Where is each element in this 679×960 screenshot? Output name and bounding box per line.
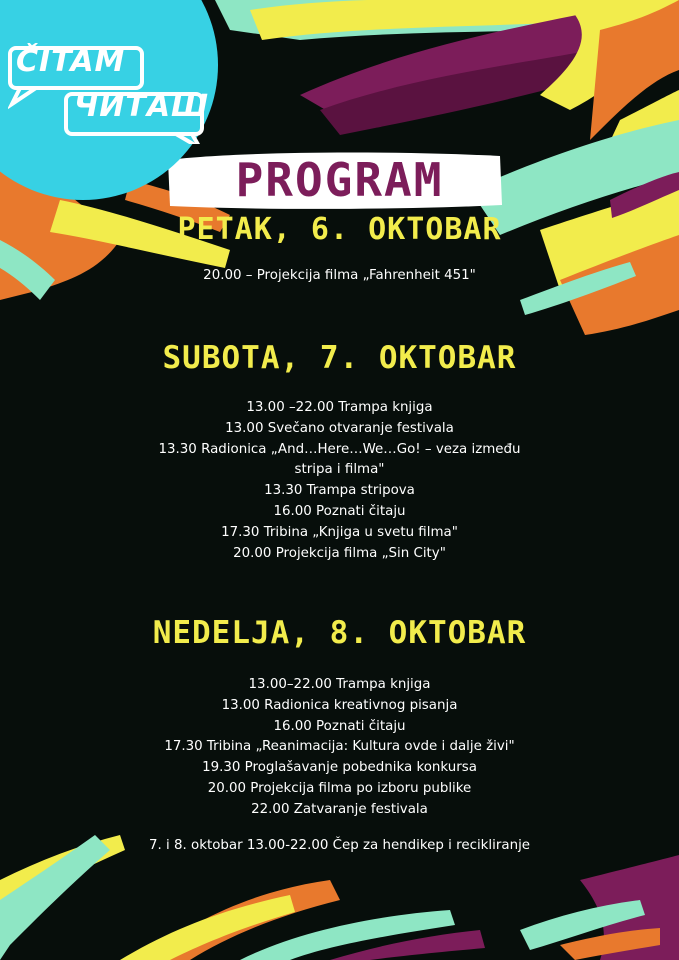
day-heading-saturday: SUBOTA, 7. OKTOBAR bbox=[162, 340, 517, 376]
schedule-item: 20.00 Projekcija filma po izboru publike bbox=[207, 780, 472, 796]
schedule-item: 20.00 – Projekcija filma „Fahrenheit 451" bbox=[203, 268, 476, 283]
schedule-item: 13.00 Svečano otvaranje festivala bbox=[225, 420, 454, 436]
schedule-item: 22.00 Zatvaranje festivala bbox=[251, 801, 428, 817]
sunday-schedule bbox=[0, 675, 679, 821]
schedule-item: 13.30 Trampa stripova bbox=[264, 483, 415, 499]
saturday-schedule bbox=[0, 398, 679, 564]
schedule-item: stripa i filma" bbox=[294, 462, 385, 478]
logo-cyrillic-text: ЧИТАШ bbox=[74, 89, 210, 124]
program-title: PROGRAM bbox=[235, 153, 444, 207]
schedule-item: 13.00 Radionica kreativnog pisanja bbox=[221, 697, 458, 713]
day-heading-sunday: NEDELJA, 8. OKTOBAR bbox=[152, 615, 527, 651]
schedule-item: 13.00–22.00 Trampa knjiga bbox=[248, 677, 431, 692]
schedule-item: 16.00 Poznati čitaju bbox=[273, 503, 406, 519]
schedule-item: 17.30 Tribina „Reanimacija: Kultura ovde i dalje živi" bbox=[164, 739, 515, 755]
logo-latin-text: ČITAM bbox=[16, 44, 126, 79]
day-heading-friday: PETAK, 6. OKTOBAR bbox=[177, 212, 502, 247]
schedule-item: 13.00 –22.00 Trampa knjiga bbox=[246, 400, 433, 415]
friday-schedule bbox=[0, 266, 679, 287]
citam-citas-logo bbox=[8, 34, 208, 144]
schedule-item: 13.30 Radionica „And…Here…We…Go! – veza između bbox=[158, 441, 521, 457]
schedule-item: 19.30 Proglašavanje pobednika konkursa bbox=[202, 760, 477, 776]
footer-note: 7. i 8. oktobar 13.00-22.00 Čep za hendikep i recikliranje bbox=[148, 838, 531, 853]
schedule-item: 16.00 Poznati čitaju bbox=[273, 718, 406, 734]
schedule-item: 20.00 Projekcija filma „Sin City" bbox=[233, 545, 446, 561]
schedule-item: 17.30 Tribina „Knjiga u svetu filma" bbox=[221, 524, 458, 540]
